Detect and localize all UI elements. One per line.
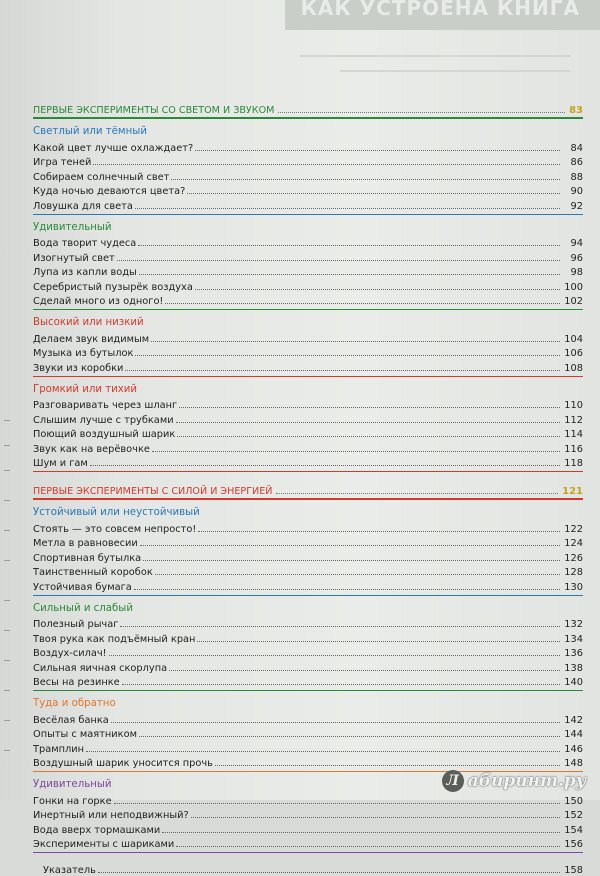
entry-title: Какой цвет лучше охлаждает? [33,142,194,154]
page-number: 116 [564,443,583,455]
toc-entry[interactable] [33,711,583,726]
stitch-mark [4,660,10,661]
toc-entry[interactable] [33,235,583,250]
entry-title: Устойчивая бумага [33,581,132,593]
entry-title: Слышим лучше с трубками [33,414,174,426]
page-number: 114 [564,429,583,440]
dot-leader [122,684,560,685]
dot-leader [114,803,560,804]
section-divider [33,117,583,119]
entry-title: Инертный или неподвижный? [33,810,189,821]
entry-title: Метла в равновесии [33,538,138,549]
toc-entry[interactable] [33,197,583,212]
dot-leader [276,493,558,494]
toc-entry[interactable] [33,564,583,579]
dot-leader [120,626,560,627]
group-divider [33,309,583,310]
page-number: 152 [564,810,583,821]
toc-entry[interactable] [33,264,583,279]
page-number: 112 [564,414,583,426]
entry-title: Поющий воздушный шарик [33,429,176,440]
toc-group [33,316,583,377]
toc-entry[interactable] [33,183,583,198]
page-number: 84 [570,142,583,154]
page-number: 134 [564,633,583,645]
binding-stitches [0,0,14,800]
toc-entry[interactable] [33,278,583,293]
entry-title: Весы на резинке [33,677,120,688]
page-number: 124 [564,538,583,549]
labirint-logo-text: абиринт.ру [467,771,586,791]
toc-entry[interactable] [33,755,583,770]
page-number: 121 [562,486,583,497]
group-title: Громкий или тихий [33,383,138,395]
entry-title: Изогнутый свет [33,252,115,264]
dot-leader [162,832,560,833]
toc-entry[interactable] [33,426,583,441]
toc-entry[interactable] [33,726,583,741]
dot-leader [152,451,560,452]
group-divider [33,376,583,377]
entry-title: Игра теней [33,157,92,168]
entry-title: ПЕРВЫЕ ЭКСПЕРИМЕНТЫ С СИЛОЙ И ЭНЕРГИЕЙ [33,486,273,497]
dot-leader [135,208,560,209]
dot-leader [139,274,560,275]
index-entry[interactable] [33,861,583,876]
dot-leader [151,341,560,342]
section-heading[interactable] [33,100,583,116]
dot-leader [134,589,560,590]
entry-title: Сделай много из одного! [33,296,164,307]
page-number: 158 [564,864,583,876]
entry-title: Музыка из бутылок [33,348,134,359]
dot-leader [176,422,560,423]
page-number: 98 [570,267,583,278]
toc-entry[interactable] [33,345,583,360]
entry-title: Серебристый пузырёк воздуха [33,281,193,293]
page-number: 86 [570,157,583,168]
group-divider [33,852,583,853]
toc-entry[interactable] [33,249,583,264]
entry-title: Собираем солнечный свет [33,171,170,183]
entry-title: Вода творит чудеса [33,238,137,249]
page-number: 100 [564,281,583,293]
toc-entry[interactable] [33,674,583,689]
stitch-mark [4,630,10,631]
entry-title: Разговаривать через шланг [33,400,178,411]
toc-entry[interactable] [33,645,583,660]
stitch-mark [4,690,10,691]
page-number: 110 [564,400,583,411]
page-number: 108 [564,362,583,374]
section-divider [33,498,583,500]
toc-entry[interactable] [33,535,583,550]
group-divider [33,690,583,691]
page-number: 130 [564,581,583,593]
entry-title: Звук как на верёвочке [33,443,150,455]
dot-leader [197,641,560,642]
group-title: Туда и обратно [33,698,116,709]
toc-entry[interactable] [33,740,583,755]
entry-title: Шум и гам [33,458,88,469]
toc-entry[interactable] [33,168,583,183]
stitch-mark [4,500,10,501]
dot-leader [215,765,560,766]
entry-title: Трамплин [33,743,85,755]
dot-leader [125,370,560,371]
page-number: 104 [564,333,583,345]
group-title: Устойчивый или неустойчивый [33,507,200,518]
toc-entry[interactable] [33,659,583,674]
page-number: 90 [570,186,583,197]
page-number: 106 [564,348,583,359]
entry-title: Куда ночью деваются цвета? [33,186,186,197]
faint-header-line [300,55,570,57]
dot-leader [143,560,560,561]
page-number: 132 [564,619,583,630]
toc-group [33,221,583,311]
dot-leader [169,670,560,671]
page-number: 140 [564,677,583,688]
entry-title: Гонки на горке [33,795,112,807]
dot-leader [176,846,560,847]
entry-title: Весёлая банка [33,714,109,726]
dot-leader [177,436,560,437]
toc-entry[interactable] [33,411,583,426]
stitch-mark [4,445,10,446]
labirint-logo-icon: Л [442,770,464,792]
entry-title: Твоя рука как подъёмный кран [33,633,196,645]
entry-title: Воздух-силач! [33,648,107,659]
toc-group [33,506,583,596]
group-title: Сильный и слабый [33,602,133,614]
dot-leader [165,303,560,304]
page-number: 88 [570,171,583,183]
entry-title: Полезный рычаг [33,619,119,630]
toc-group [33,383,583,473]
group-divider [33,214,583,215]
toc-entry[interactable] [33,549,583,564]
page-number: 146 [564,743,583,755]
dot-leader [90,465,560,466]
dot-leader [278,112,565,113]
page-number: 83 [569,105,583,116]
toc-entry[interactable] [33,455,583,470]
toc-entry[interactable] [33,792,583,807]
entry-title: Лупа из капли воды [33,267,137,278]
entry-title: ПЕРВЫЕ ЭКСПЕРИМЕНТЫ СО СВЕТОМ И ЗВУКОМ [33,105,275,116]
stitch-mark [4,420,10,421]
page-number: 142 [564,714,583,726]
stitch-mark [4,470,10,471]
toc-entry[interactable] [33,154,583,169]
toc-entry[interactable] [33,330,583,345]
header-title: КАК УСТРОЕНА КНИГА [300,0,580,20]
page-number: 138 [564,662,583,674]
toc-entry[interactable] [33,807,583,822]
entry-title: Опыты с маятником [33,729,137,740]
page-number: 118 [564,458,583,469]
page-number: 102 [564,296,583,307]
page-number: 94 [570,238,583,249]
dot-leader [191,817,560,818]
dot-leader [198,531,560,532]
entry-title: Стоять — это совсем непросто! [33,523,197,535]
toc-entry[interactable] [33,440,583,455]
toc-entry[interactable] [33,293,583,308]
stitch-mark [4,600,10,601]
toc-entry[interactable] [33,139,583,154]
entry-title: Делаем звук видимым [33,333,150,345]
dot-leader [187,193,560,194]
entry-title: Указатель [43,864,96,876]
group-divider [33,471,583,472]
group-title: Удивительный [33,221,112,233]
toc-entry[interactable] [33,630,583,645]
entry-title: Воздушный шарик уносится прочь [33,758,213,769]
group-title: Светлый или тёмный [33,126,147,137]
dot-leader [171,179,560,180]
labirint-watermark [442,770,586,792]
toc-entry[interactable] [33,821,583,836]
faint-header-line [340,70,570,72]
toc-entry[interactable] [33,836,583,851]
dot-leader [111,722,560,723]
dot-leader [139,736,560,737]
entry-title: Сильная яичная скорлупа [33,662,168,674]
page-number: 96 [570,252,583,264]
page-number: 128 [564,567,583,578]
dot-leader [195,289,560,290]
toc-entry[interactable] [33,578,583,593]
toc-group [33,125,583,215]
page-number: 144 [564,729,583,740]
entry-title: Спортивная бутылка [33,552,142,564]
dot-leader [179,407,560,408]
stitch-mark [4,560,10,561]
page-number: 148 [564,758,583,769]
dot-leader [155,574,560,575]
table-of-contents [33,100,583,876]
toc-entry[interactable] [33,359,583,374]
dot-leader [140,545,560,546]
page-number: 126 [564,552,583,564]
entry-title: Таинственный коробок [33,567,153,578]
dot-leader [135,355,560,356]
entry-title: Эксперименты с шариками [33,839,175,850]
toc-entry[interactable] [33,397,583,412]
page-number: 122 [564,523,583,535]
dot-leader [117,260,560,261]
toc-entry[interactable] [33,616,583,631]
page-number: 156 [564,839,583,850]
group-title: Удивительный [33,779,112,790]
stitch-mark [4,530,10,531]
page-number: 150 [564,795,583,807]
toc-section [33,481,583,853]
stitch-mark [4,750,10,751]
toc-group [33,602,583,692]
dot-leader [98,872,560,873]
dot-leader [93,164,560,165]
entry-title: Ловушка для света [33,200,133,212]
group-divider [33,595,583,596]
group-title: Высокий или низкий [33,317,144,328]
dot-leader [109,655,560,656]
page-number: 154 [564,824,583,836]
header-banner [285,0,600,30]
entry-title: Вода вверх тормашками [33,824,161,836]
toc-entry[interactable] [33,520,583,535]
page-number: 92 [570,200,583,212]
section-heading[interactable] [33,481,583,497]
entry-title: Звуки из коробки [33,362,124,374]
toc-section [33,100,583,472]
page-number: 136 [564,648,583,659]
dot-leader [195,150,560,151]
stitch-mark [4,720,10,721]
dot-leader [86,751,560,752]
toc-group [33,697,583,772]
dot-leader [138,245,560,246]
